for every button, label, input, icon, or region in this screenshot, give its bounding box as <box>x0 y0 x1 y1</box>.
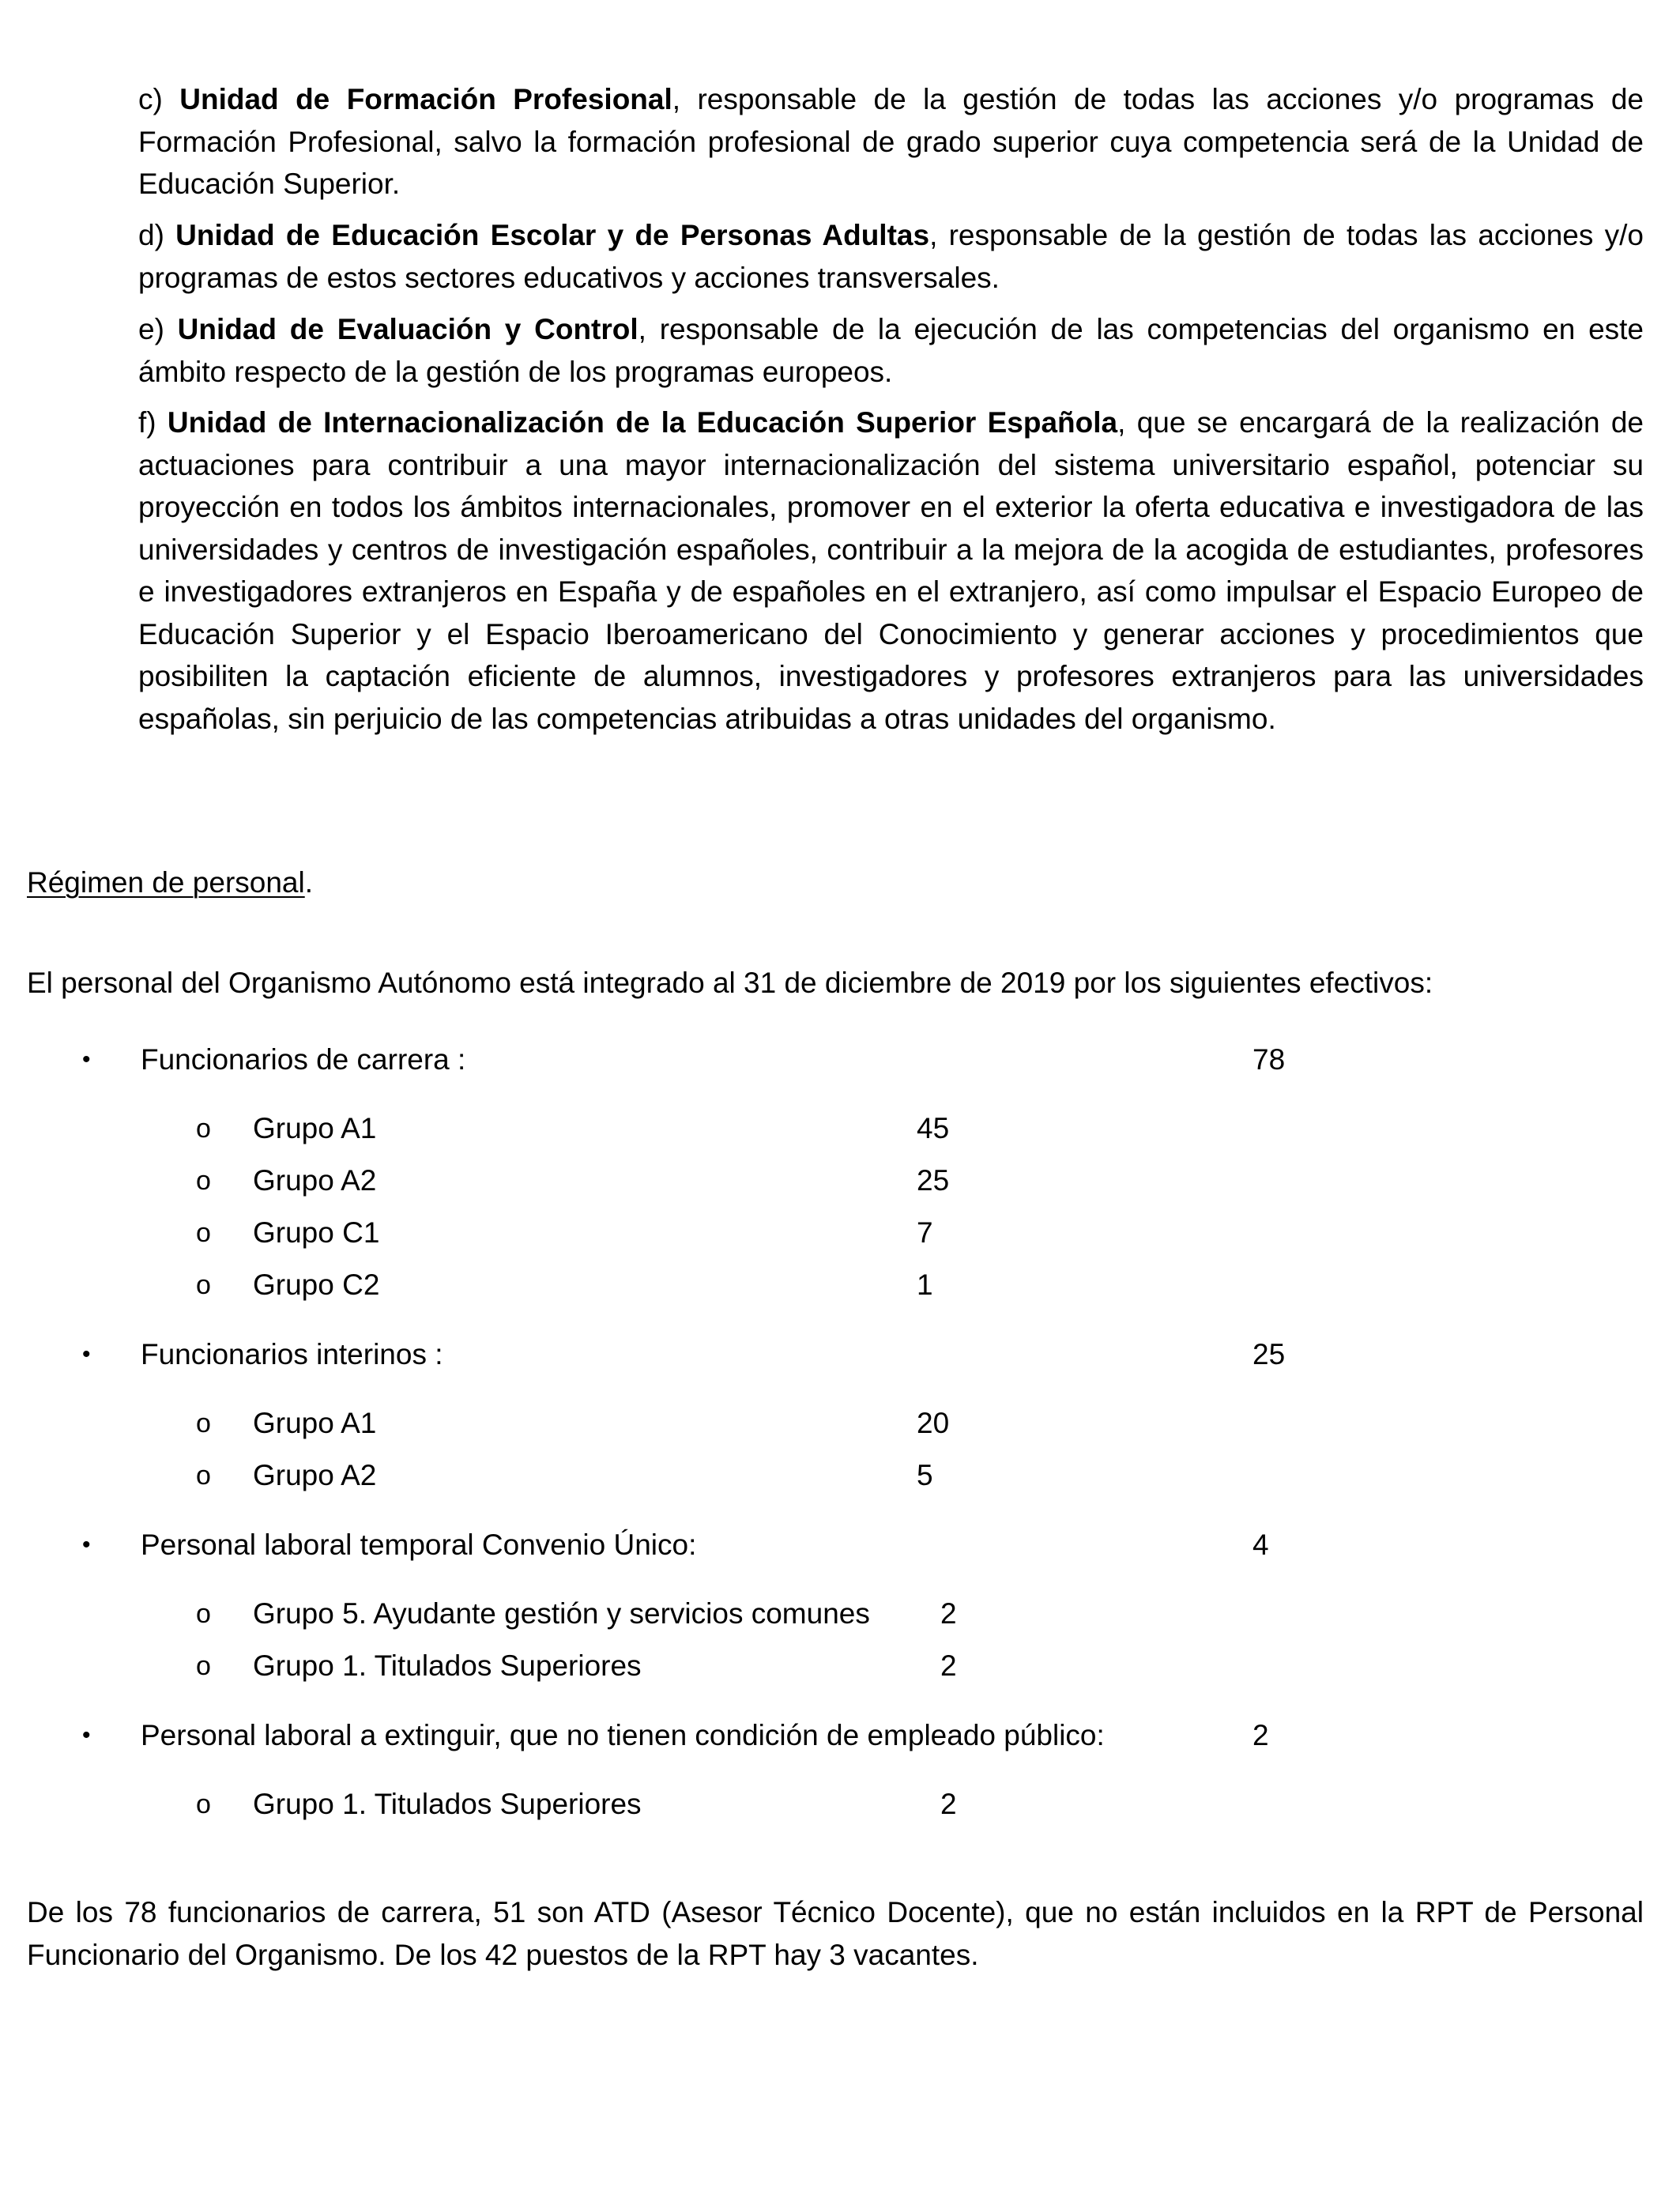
staff-group-label: Grupo A2 <box>253 1164 377 1197</box>
staff-group-count: 25 <box>917 1164 950 1197</box>
staff-group-label: Grupo A1 <box>253 1407 377 1439</box>
staff-group-count: 1 <box>917 1269 933 1301</box>
staff-group-count: 2 <box>940 1597 957 1630</box>
staff-group-count: 20 <box>917 1407 950 1439</box>
staff-group-count: 45 <box>917 1112 950 1144</box>
unit-description: , responsable de la ejecución de las competencias del organismo en este ámbito respecto de la gestión de los programas europeos. <box>138 313 1644 388</box>
staff-category-label: Funcionarios interinos : <box>141 1338 443 1370</box>
unit-paragraph-d <box>138 214 1644 299</box>
staff-category-label: Funcionarios de carrera : <box>141 1043 466 1076</box>
circle-bullet-icon: o <box>196 1114 211 1144</box>
staff-category-label: Personal laboral temporal Convenio Único: <box>141 1529 697 1561</box>
unit-prefix: e) <box>138 313 178 345</box>
bullet-icon: • <box>82 1341 91 1367</box>
staff-group-label: Grupo 1. Titulados Superiores <box>253 1788 642 1820</box>
unit-name: Unidad de Evaluación y Control <box>177 313 638 345</box>
staff-group-label: Grupo 5. Ayudante gestión y servicios comunes <box>253 1597 870 1630</box>
unit-name: Unidad de Educación Escolar y de Personas Adultas <box>175 219 930 251</box>
staff-group-count: 2 <box>940 1788 957 1820</box>
unit-prefix: f) <box>138 406 168 439</box>
staff-group-label: Grupo C2 <box>253 1269 380 1301</box>
circle-bullet-icon: o <box>196 1408 211 1438</box>
circle-bullet-icon: o <box>196 1166 211 1196</box>
section-title: Régimen de personal <box>27 866 305 899</box>
staff-group-count: 7 <box>917 1216 933 1249</box>
staff-category-label: Personal laboral a extinguir, que no tienen condición de empleado público: <box>141 1719 1105 1751</box>
staff-category-total: 78 <box>1252 1043 1286 1076</box>
staff-group-label: Grupo A1 <box>253 1112 377 1144</box>
unit-paragraph-e <box>138 308 1644 393</box>
unit-description: , que se encargará de la realización de actuaciones para contribuir a una mayor internacionalización del sistema universitario español, potenciar su proyección en todos los ámbitos internacionales, promover en el exterior la oferta educativa e investigadora de las universidades y centros de investigación españoles, contribuir a la mejora de la acogida de estudiantes, profesores e investigadores extranjeros en España y de españoles en el extranjero, así como impulsar el Espacio Europeo de Educación Superior y el Espacio Iberoamericano del Conocimiento y generar acciones y procedimientos que posibiliten la captación eficiente de alumnos, investigadores y profesores extranjeros para las universidades españolas, sin perjuicio de las competencias atribuidas a otras unidades del organismo. <box>138 406 1644 735</box>
bullet-icon: • <box>82 1046 91 1072</box>
staff-intro: El personal del Organismo Autónomo está integrado al 31 de diciembre de 2019 por los siguientes efectivos: <box>27 967 1433 999</box>
unit-name: Unidad de Internacionalización de la Educación Superior Española <box>167 406 1118 439</box>
bullet-icon: • <box>82 1722 91 1748</box>
staff-category-total: 2 <box>1252 1719 1269 1751</box>
staff-group-label: Grupo 1. Titulados Superiores <box>253 1649 642 1682</box>
closing-paragraph: De los 78 funcionarios de carrera, 51 son ATD (Asesor Técnico Docente), que no están incluidos en la RPT de Personal Funcionario del Organismo. De los 42 puestos de la RPT hay 3 vacantes. <box>27 1896 1644 1971</box>
section-title-end: . <box>304 866 313 899</box>
circle-bullet-icon: o <box>196 1651 211 1681</box>
staff-group-count: 5 <box>917 1459 933 1491</box>
bullet-icon: • <box>82 1532 91 1558</box>
unit-description: , responsable de la gestión de todas las acciones y/o programas de Formación Profesional, salvo la formación profesional de grado superior cuya competencia será de la Unidad de Educación Superior. <box>138 83 1644 200</box>
unit-name: Unidad de Formación Profesional <box>179 83 672 115</box>
staff-group-label: Grupo A2 <box>253 1459 377 1491</box>
unit-prefix: d) <box>138 219 176 251</box>
staff-group-label: Grupo C1 <box>253 1216 380 1249</box>
unit-prefix: c) <box>138 83 180 115</box>
circle-bullet-icon: o <box>196 1599 211 1629</box>
staff-category-total: 4 <box>1252 1529 1269 1561</box>
unit-paragraph-c <box>138 78 1644 205</box>
circle-bullet-icon: o <box>196 1461 211 1491</box>
unit-description: , responsable de la gestión de todas las acciones y/o programas de estos sectores educativos y acciones transversales. <box>138 219 1644 294</box>
unit-paragraph-f <box>138 401 1644 740</box>
section-heading <box>27 863 313 903</box>
staff-category-total: 25 <box>1252 1338 1286 1370</box>
circle-bullet-icon: o <box>196 1270 211 1300</box>
circle-bullet-icon: o <box>196 1218 211 1248</box>
staff-group-count: 2 <box>940 1649 957 1682</box>
circle-bullet-icon: o <box>196 1789 211 1819</box>
